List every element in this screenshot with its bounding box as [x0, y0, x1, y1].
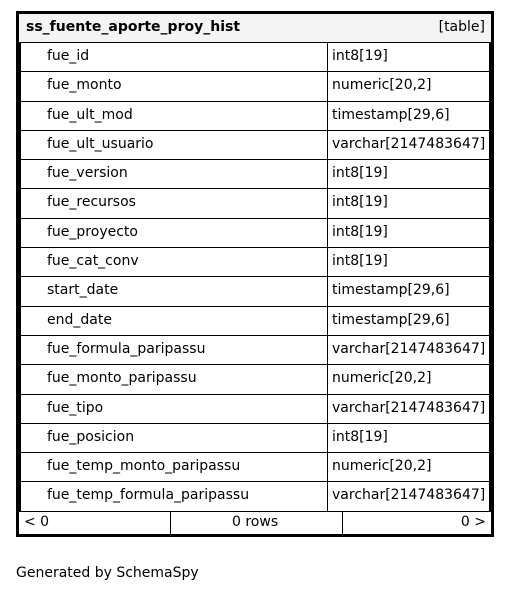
column-name-cell: [19, 453, 328, 481]
column-name-cell: [19, 72, 328, 100]
column-name: fue_id: [47, 48, 90, 64]
column-type: int8[19]: [332, 223, 388, 240]
table-row[interactable]: [19, 336, 491, 365]
column-type-cell: [328, 365, 491, 393]
column-name: fue_ult_mod: [47, 106, 133, 123]
prev-link[interactable]: < 0: [24, 514, 50, 530]
column-name-cell: [19, 248, 328, 276]
table-row[interactable]: [19, 43, 491, 72]
column-type: int8[19]: [332, 253, 388, 270]
column-type: timestamp[29,6]: [332, 282, 450, 299]
column-name-cell: [19, 424, 328, 452]
column-type: int8[19]: [332, 48, 388, 64]
column-name-cell: [19, 160, 328, 188]
column-type-cell: [328, 277, 491, 305]
table-header: [19, 14, 491, 43]
column-name: start_date: [47, 282, 119, 299]
next-link[interactable]: 0 >: [460, 514, 486, 530]
column-name-cell: [19, 189, 328, 217]
column-name-cell: [19, 336, 328, 364]
column-name: fue_ult_usuario: [47, 135, 154, 152]
column-name: fue_cat_conv: [47, 253, 139, 270]
column-type-cell: [328, 102, 491, 130]
column-type-cell: [328, 43, 491, 71]
table-row[interactable]: [19, 72, 491, 101]
column-type-cell: [328, 453, 491, 481]
column-name: fue_temp_formula_paripassu: [47, 487, 250, 504]
table-name: ss_fuente_aporte_proy_hist: [26, 19, 241, 35]
table-row[interactable]: [19, 219, 491, 248]
row-count: 0 rows: [232, 514, 279, 530]
table-row[interactable]: [19, 482, 491, 511]
column-name-cell: [19, 395, 328, 423]
column-name-cell: [19, 365, 328, 393]
column-name-cell: [19, 131, 328, 159]
column-type: varchar[2147483647]: [332, 135, 486, 152]
column-name: fue_temp_monto_paripassu: [47, 458, 241, 475]
column-name: fue_proyecto: [47, 223, 138, 240]
column-type-cell: [328, 395, 491, 423]
column-name: end_date: [47, 311, 112, 328]
column-name: fue_posicion: [47, 428, 135, 445]
column-type: numeric[20,2]: [332, 458, 432, 475]
table-node: [16, 11, 494, 537]
generated-by-label: Generated by SchemaSpy: [16, 565, 199, 581]
column-type: numeric[20,2]: [332, 77, 432, 94]
column-type-cell: [328, 307, 491, 335]
column-list: [19, 43, 491, 512]
column-type: varchar[2147483647]: [332, 340, 486, 357]
column-type-cell: [328, 72, 491, 100]
column-type: timestamp[29,6]: [332, 106, 450, 123]
column-type-cell: [328, 131, 491, 159]
table-row[interactable]: [19, 395, 491, 424]
column-type: int8[19]: [332, 194, 388, 211]
table-row[interactable]: [19, 307, 491, 336]
column-name: fue_tipo: [47, 399, 104, 416]
column-type: varchar[2147483647]: [332, 399, 486, 416]
column-type-cell: [328, 248, 491, 276]
column-name-cell: [19, 307, 328, 335]
column-type: timestamp[29,6]: [332, 311, 450, 328]
column-type: numeric[20,2]: [332, 370, 432, 387]
table-row[interactable]: [19, 453, 491, 482]
column-name: fue_formula_paripassu: [47, 340, 206, 357]
column-name: fue_version: [47, 165, 128, 182]
table-kind-label: [table]: [438, 19, 485, 35]
column-type-cell: [328, 336, 491, 364]
column-name: fue_monto_paripassu: [47, 370, 197, 387]
column-type-cell: [328, 219, 491, 247]
column-type: varchar[2147483647]: [332, 487, 486, 504]
column-type-cell: [328, 482, 491, 510]
table-row[interactable]: [19, 365, 491, 394]
column-name-cell: [19, 482, 328, 510]
column-type-cell: [328, 160, 491, 188]
footer-divider: [342, 512, 343, 534]
column-name: fue_monto: [47, 77, 122, 94]
column-type: int8[19]: [332, 428, 388, 445]
column-type-cell: [328, 424, 491, 452]
table-row[interactable]: [19, 102, 491, 131]
table-row[interactable]: [19, 248, 491, 277]
column-type-cell: [328, 189, 491, 217]
column-name-cell: [19, 277, 328, 305]
footer-divider: [170, 512, 171, 534]
column-type: int8[19]: [332, 165, 388, 182]
table-row[interactable]: [19, 160, 491, 189]
table-footer: [19, 512, 491, 534]
column-name-cell: [19, 102, 328, 130]
table-row[interactable]: [19, 424, 491, 453]
column-name: fue_recursos: [47, 194, 136, 211]
table-row[interactable]: [19, 277, 491, 306]
column-name-cell: [19, 219, 328, 247]
column-name-cell: [19, 43, 328, 71]
table-row[interactable]: [19, 189, 491, 218]
table-row[interactable]: [19, 131, 491, 160]
